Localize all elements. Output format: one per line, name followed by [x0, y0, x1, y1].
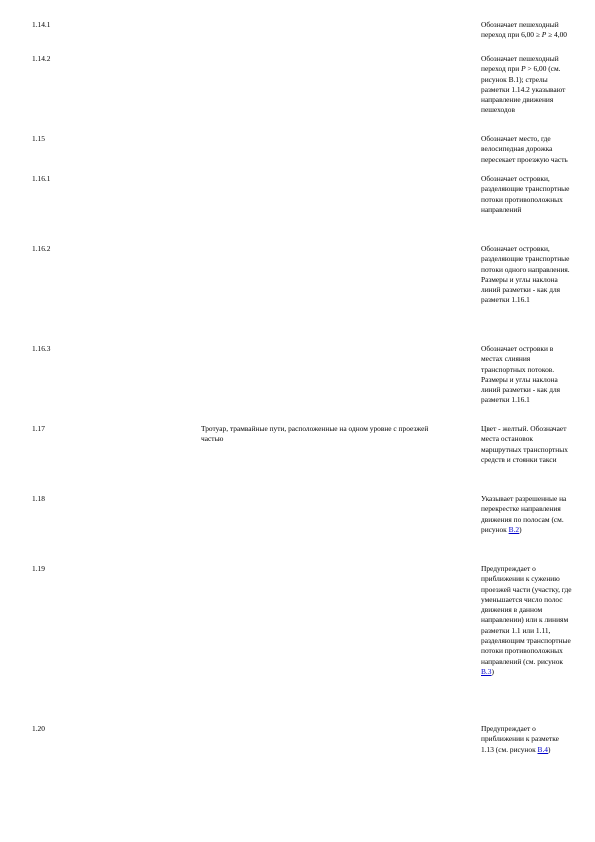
- marking-description: [481, 134, 573, 165]
- marking-description: [481, 724, 573, 755]
- marking-number: 1.19: [32, 564, 45, 573]
- description-text: Обозначает пешеходный переход при 6,00 ≥ P ≥ 4,00: [481, 20, 567, 40]
- description-text: Обозначает островки в местах слияния транспортных потоков. Размеры и углы наклона линий разметки - как для разметки 1.16.1: [481, 344, 561, 405]
- marking-number: 1.18: [32, 494, 45, 503]
- marking-description: [481, 54, 573, 116]
- marking-number: 1.20: [32, 724, 45, 733]
- marking-number: 1.15: [32, 134, 45, 143]
- marking-location: Тротуар, трамвайные пути, расположенные на одном уровне с проезжей частью: [201, 424, 429, 444]
- marking-number: 1.14.2: [32, 54, 51, 63]
- marking-description: [481, 244, 573, 306]
- marking-description: [481, 20, 573, 41]
- description-text: Указывает разрешенные на перекрестке направления движения по полосам (см. рисунок В.2): [481, 494, 567, 534]
- marking-number: 1.16.1: [32, 174, 51, 183]
- figure-link[interactable]: В.4: [537, 744, 548, 754]
- marking-description: [481, 564, 573, 677]
- marking-description: [481, 344, 573, 406]
- marking-number: 1.17: [32, 424, 45, 433]
- variable-p: P: [521, 64, 526, 74]
- figure-link[interactable]: В.3: [481, 666, 492, 676]
- marking-number: 1.16.3: [32, 344, 51, 353]
- figure-link[interactable]: В.2: [508, 524, 520, 534]
- marking-number: 1.14.1: [32, 20, 51, 29]
- variable-p: P: [541, 30, 547, 40]
- description-text: Цвет - желтый. Обозначает места остановок маршрутных транспортных средств и стоянки такси: [481, 424, 568, 464]
- description-text: Обозначает место, где велосипедная дорожка пересекает проезжую часть: [481, 134, 568, 164]
- description-text: Обозначает островки, разделяющие транспортные потоки противоположных направлений: [481, 174, 570, 214]
- marking-description: [481, 174, 573, 215]
- marking-description: [481, 494, 573, 535]
- marking-description: [481, 424, 573, 465]
- description-text: Предупреждает о приближении к сужению проезжей части (участку, где уменьшается число полос движения в данном направлении) или к линиям разметки 1.1 или 1.11, разделяющим транспортные потоки противоположных направлений (см. рисунок В.3): [481, 564, 572, 676]
- description-text: Обозначает островки, разделяющие транспортные потоки одного направления. Размеры и углы наклона линий разметки - как для разметки 1.16.1: [481, 244, 570, 305]
- marking-number: 1.16.2: [32, 244, 51, 253]
- description-text: Предупреждает о приближении к разметке 1.13 (см. рисунок В.4): [481, 724, 559, 754]
- description-text: Обозначает пешеходный переход при P > 6,00 (см. рисунок В.1); стрелы разметки 1.14.2 указывают направление движения пешеходов: [481, 54, 566, 115]
